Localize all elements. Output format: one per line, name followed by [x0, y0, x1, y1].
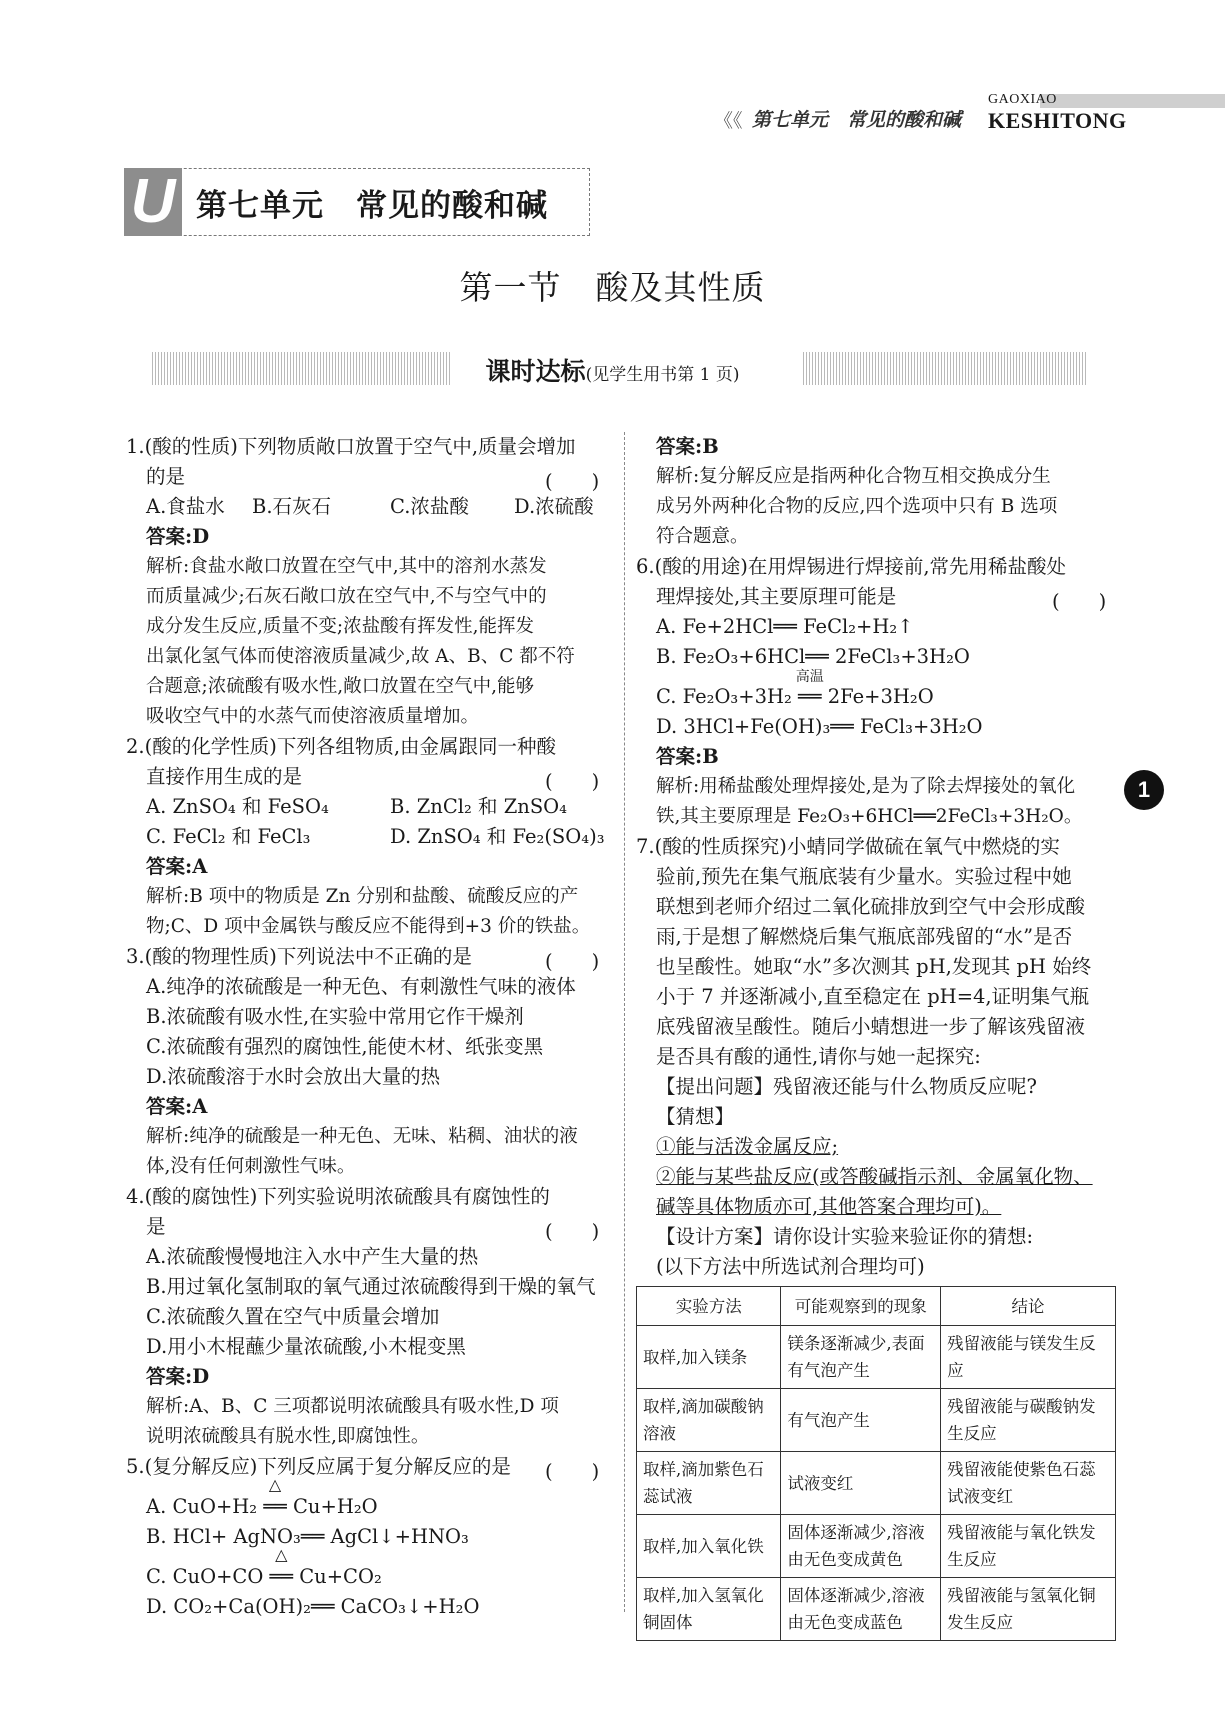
q6-option-c-reactants: C. Fe₂O₃+3H₂ [656, 685, 792, 708]
q7-problem: 【提出问题】残留液还能与什么物质反应呢? [656, 1075, 1037, 1098]
table-row [637, 1326, 1116, 1389]
q6-option-a-reactants: A. Fe+2HCl [656, 615, 774, 638]
q7-text-line: 联想到老师介绍过二氧化硫排放到空气中会形成酸 [656, 895, 1086, 918]
q7-text-line: 验前,预先在集气瓶底装有少量水。实验过程中她 [656, 865, 1072, 888]
table-cell-conclusion: 残留液能与氢氧化铜发生反应 [941, 1578, 1116, 1641]
q1-option-c: C.浓盐酸 [390, 495, 469, 518]
q5-option-b-reactants: B. HCl+ AgNO₃ [146, 1525, 301, 1548]
q1-explanation-line: 出氯化氢气体而使溶液质量减少,故 A、B、C 都不符 [146, 646, 575, 667]
table-cell-conclusion: 残留液能使紫色石蕊试液变红 [941, 1452, 1116, 1515]
q1-stem-line2: 的是 [146, 465, 186, 488]
q5-option-d: D. CO₂+Ca(OH)₂══ CaCO₃↓+H₂O [146, 1595, 480, 1618]
q5-option-c [146, 1545, 382, 1592]
table-header-phenomenon: 可能观察到的现象 [781, 1287, 941, 1326]
q2-explanation-line: 物;C、D 项中金属铁与酸反应不能得到+3 价的铁盐。 [146, 916, 591, 937]
q6-option-b: B. Fe₂O₃+6HCl══ 2FeCl₃+3H₂O [656, 645, 970, 668]
table-row [637, 1452, 1116, 1515]
q6-explanation-line: 解析:用稀盐酸处理焊接处,是为了除去焊接处的氧化 [656, 776, 1076, 797]
table-header-row [637, 1287, 1116, 1326]
q6-stem-line2: 理焊接处,其主要原理可能是 [656, 585, 897, 608]
q4-option-c: C.浓硫酸久置在空气中质量会增加 [146, 1305, 440, 1328]
q7-text-line: 小于 7 并逐渐减小,直至稳定在 pH=4,证明集气瓶 [656, 985, 1090, 1008]
table-cell-conclusion: 残留液能与碳酸钠发生反应 [941, 1389, 1116, 1452]
unit-title: 第七单元 常见的酸和碱 [196, 188, 548, 224]
q3-option-a: A.纯净的浓硫酸是一种无色、有刺激性气味的液体 [146, 975, 576, 998]
q5-answer-paren: ( ) [545, 1460, 600, 1483]
q7-design: 【设计方案】请你设计实验来验证你的猜想: [656, 1225, 1034, 1248]
q6-option-b-reactants: B. Fe₂O₃+6HCl [656, 645, 806, 668]
q2-option-c: C. FeCl₂ 和 FeCl₃ [146, 825, 311, 848]
q1-explanation-line: 成分发生反应,质量不变;浓盐酸有挥发性,能挥发 [146, 616, 534, 637]
practice-title: 课时达标 [485, 357, 586, 386]
q3-option-d: D.浓硫酸溶于水时会放出大量的热 [146, 1065, 441, 1088]
q3-option-b: B.浓硫酸有吸水性,在实验中常用它作干燥剂 [146, 1005, 524, 1028]
q5-option-b-products: AgCl↓+HNO₃ [330, 1525, 469, 1548]
q4-answer: 答案:D [146, 1365, 210, 1388]
q7-note: (以下方法中所选试剂合理均可) [656, 1255, 925, 1278]
unit-letter-logo: U [124, 168, 182, 236]
q6-option-c [656, 669, 934, 712]
q3-answer-paren: ( ) [545, 950, 600, 973]
q6-answer-paren: ( ) [1052, 590, 1107, 613]
q2-answer-paren: ( ) [545, 770, 600, 793]
q1-explanation-line: 吸收空气中的水蒸气而使溶液质量增加。 [146, 706, 480, 727]
q4-answer-paren: ( ) [545, 1220, 600, 1243]
table-cell-conclusion: 残留液能与镁发生反应 [941, 1326, 1116, 1389]
practice-heading [0, 352, 1225, 388]
q7-text-line: 也呈酸性。她取“水”多次测其 pH,发现其 pH 始终 [656, 955, 1092, 978]
table-cell-phenomenon: 固体逐渐减少,溶液由无色变成黄色 [781, 1515, 941, 1578]
table-cell-phenomenon: 镁条逐渐减少,表面有气泡产生 [781, 1326, 941, 1389]
heat-triangle-icon: △ [268, 1475, 282, 1494]
q5-answer: 答案:B [656, 435, 719, 458]
chevron-left-icon: 《《 [714, 110, 743, 132]
header-brand-small: GAOXIAO [988, 92, 1057, 107]
q5-option-a-products: Cu+H₂O [293, 1495, 378, 1518]
practice-note: (见学生用书第 1 页) [585, 365, 740, 385]
q1-answer-paren: ( ) [545, 470, 600, 493]
q1-option-a: A.食盐水 [146, 495, 225, 518]
q1-option-d: D.浓硫酸 [514, 495, 594, 518]
q6-option-d-reactants: D. 3HCl+Fe(OH)₃ [656, 715, 831, 738]
column-divider [624, 432, 625, 1612]
q7-guess-2b: 碱等具体物质亦可,其他答案合理均可)。 [656, 1195, 1002, 1218]
table-cell-phenomenon: 固体逐渐减少,溶液由无色变成蓝色 [781, 1578, 941, 1641]
q4-stem-line1: 4.(酸的腐蚀性)下列实验说明浓硫酸具有腐蚀性的 [126, 1185, 550, 1208]
q6-explanation-right: 2FeCl₃+3H₂O。 [935, 806, 1083, 827]
heat-equals-sign: △ ══ [270, 1562, 293, 1592]
q7-text-line: 是否具有酸的通性,请你与她一起探究: [656, 1045, 981, 1068]
table-header-method: 实验方法 [637, 1287, 781, 1326]
q6-option-d-products: FeCl₃+3H₂O [859, 715, 983, 738]
table-row [637, 1389, 1116, 1452]
q7-text-line: 底残留液呈酸性。随后小蜻想进一步了解该残留液 [656, 1015, 1086, 1038]
q6-answer: 答案:B [656, 745, 719, 768]
q2-option-d: D. ZnSO₄ 和 Fe₂(SO₄)₃ [390, 825, 605, 848]
q3-explanation-line: 解析:纯净的硫酸是一种无色、无味、粘稠、油状的液 [146, 1126, 578, 1147]
q2-stem-line1: 2.(酸的化学性质)下列各组物质,由金属跟同一种酸 [126, 735, 557, 758]
q1-answer: 答案:D [146, 525, 210, 548]
table-cell-phenomenon: 试液变红 [781, 1452, 941, 1515]
q6-option-b-products: 2FeCl₃+3H₂O [834, 645, 970, 668]
experiment-table [636, 1286, 1116, 1641]
high-temp-equals-sign: 高温 ══ [798, 682, 821, 712]
table-cell-method: 取样,加入氧化铁 [637, 1515, 781, 1578]
q7-text-line: 雨,于是想了解燃烧后集气瓶底部残留的“水”是否 [656, 925, 1073, 948]
table-row [637, 1578, 1116, 1641]
q3-answer: 答案:A [146, 1095, 208, 1118]
q3-stem: 3.(酸的物理性质)下列说法中不正确的是 [126, 945, 472, 968]
q1-stem-line1: 1.(酸的性质)下列物质敞口放置于空气中,质量会增加 [126, 435, 576, 458]
q5-explanation-line: 成另外两种化合物的反应,四个选项中只有 B 选项 [656, 496, 1058, 517]
q6-option-d: D. 3HCl+Fe(OH)₃══ FeCl₃+3H₂O [656, 715, 983, 738]
q5-explanation-line: 解析:复分解反应是指两种化合物互相交换成分生 [656, 466, 1051, 487]
table-row [637, 1515, 1116, 1578]
q5-option-a-reactants: A. CuO+H₂ [146, 1495, 258, 1518]
q4-option-b: B.用过氧化氢制取的氧气通过浓硫酸得到干燥的氧气 [146, 1275, 596, 1298]
page-number-badge: 1 [1124, 770, 1164, 810]
q6-option-a-products: FeCl₂+H₂↑ [803, 615, 914, 638]
q5-option-d-reactants: D. CO₂+Ca(OH)₂ [146, 1595, 311, 1618]
table-cell-method: 取样,加入氢氧化铜固体 [637, 1578, 781, 1641]
q2-option-a: A. ZnSO₄ 和 FeSO₄ [146, 795, 329, 818]
q1-explanation-line: 解析:食盐水敞口放置在空气中,其中的溶剂水蒸发 [146, 556, 547, 577]
table-cell-method: 取样,加入镁条 [637, 1326, 781, 1389]
q2-option-b: B. ZnCl₂ 和 ZnSO₄ [390, 795, 567, 818]
header-brand: KESHITONG [988, 108, 1127, 133]
q5-option-a [146, 1475, 378, 1522]
q3-option-c: C.浓硫酸有强烈的腐蚀性,能使木材、纸张变黑 [146, 1035, 544, 1058]
q5-option-c-products: Cu+CO₂ [299, 1565, 382, 1588]
q6-explanation-line: 铁,其主要原理是 Fe₂O₃+6HCl══2FeCl₃+3H₂O。 [656, 806, 1083, 827]
q5-option-c-reactants: C. CuO+CO [146, 1565, 264, 1588]
q6-option-a: A. Fe+2HCl══ FeCl₂+H₂↑ [656, 615, 914, 638]
q6-explanation-left: 铁,其主要原理是 Fe₂O₃+6HCl [656, 806, 914, 827]
table-cell-phenomenon: 有气泡产生 [781, 1389, 941, 1452]
q7-guess-1: ①能与活泼金属反应; [656, 1135, 839, 1158]
q2-answer: 答案:A [146, 855, 208, 878]
q4-explanation-line: 说明浓硫酸具有脱水性,即腐蚀性。 [146, 1426, 430, 1447]
q4-explanation-line: 解析:A、B、C 三项都说明浓硫酸具有吸水性,D 项 [146, 1396, 559, 1417]
header-unit-title: 第七单元 常见的酸和碱 [752, 109, 962, 131]
q2-explanation-line: 解析:B 项中的物质是 Zn 分别和盐酸、硫酸反应的产 [146, 886, 579, 907]
header-gray-bar [1040, 94, 1225, 108]
q5-stem: 5.(复分解反应)下列反应属于复分解反应的是 [126, 1455, 511, 1478]
q5-explanation-line: 符合题意。 [656, 526, 749, 547]
q2-stem-line2: 直接作用生成的是 [146, 765, 303, 788]
table-cell-method: 取样,滴加碳酸钠溶液 [637, 1389, 781, 1452]
q6-stem-line1: 6.(酸的用途)在用焊锡进行焊接前,常先用稀盐酸处 [636, 555, 1067, 578]
q6-option-c-products: 2Fe+3H₂O [827, 685, 934, 708]
q1-explanation-line: 合题意;浓硫酸有吸水性,敞口放置在空气中,能够 [146, 676, 534, 697]
table-header-conclusion: 结论 [941, 1287, 1116, 1326]
heat-equals-sign: △ ══ [263, 1492, 286, 1522]
q7-guess-heading: 【猜想】 [656, 1105, 735, 1128]
q7-guess-2a: ②能与某些盐反应(或答酸碱指示剂、金属氧化物、 [656, 1165, 1093, 1188]
q4-option-d: D.用小木棍蘸少量浓硫酸,小木棍变黑 [146, 1335, 466, 1358]
q5-option-d-products: CaCO₃↓+H₂O [340, 1595, 480, 1618]
section-title: 第一节 酸及其性质 [459, 268, 766, 307]
q4-stem-line2: 是 [146, 1215, 166, 1238]
q1-explanation-line: 而质量减少;石灰石敞口放在空气中,不与空气中的 [146, 586, 547, 607]
table-cell-method: 取样,滴加紫色石蕊试液 [637, 1452, 781, 1515]
q1-option-b: B.石灰石 [252, 495, 332, 518]
q3-explanation-line: 体,没有任何刺激性气味。 [146, 1156, 356, 1177]
q4-option-a: A.浓硫酸慢慢地注入水中产生大量的热 [146, 1245, 479, 1268]
heat-triangle-icon: △ [275, 1545, 288, 1564]
high-temp-label: 高温 [795, 669, 824, 685]
table-cell-conclusion: 残留液能与氧化铁发生反应 [941, 1515, 1116, 1578]
q5-option-b: B. HCl+ AgNO₃══ AgCl↓+HNO₃ [146, 1525, 469, 1548]
q7-text-line: 7.(酸的性质探究)小蜻同学做硫在氧气中燃烧的实 [636, 835, 1060, 858]
